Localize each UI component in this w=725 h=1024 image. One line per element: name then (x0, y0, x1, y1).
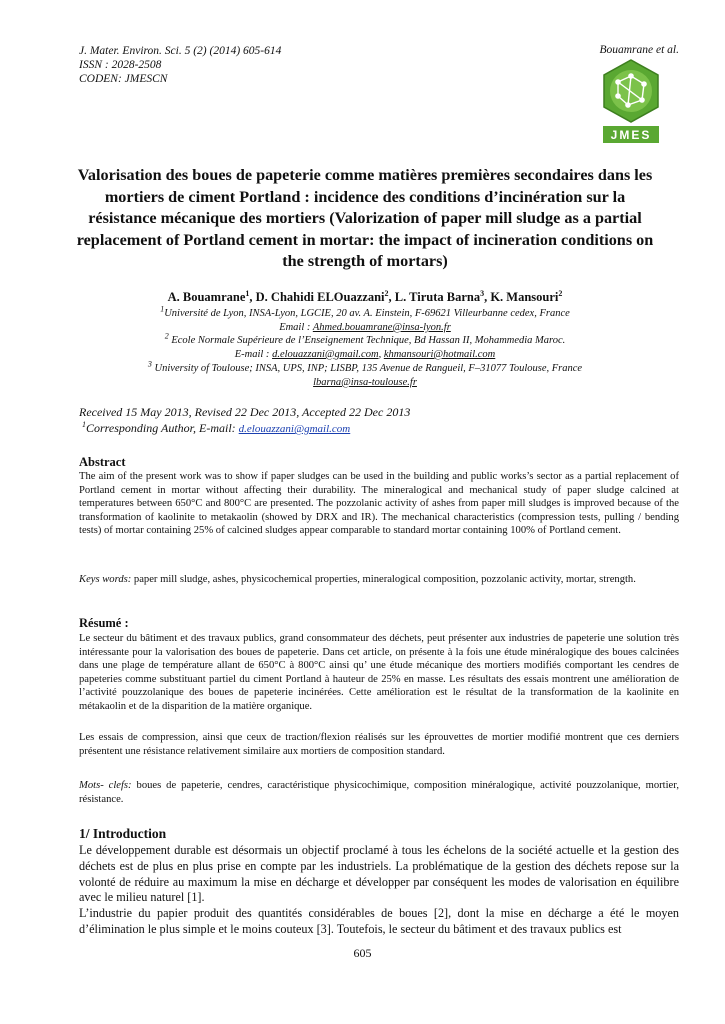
abstract-heading: Abstract (79, 455, 126, 469)
abstract-text: The aim of the present work was to show if paper sludges can be used in the building and public works’s sector as a partial replacement of Portland cement in mortar without affecting their durability. The mineralogical and mechanical study of paper sludge calcined at temperatures between 650°C and 800°C are presented. The pozzolanic activity of ashes from paper mill sludges is improved because of the transformation of kaolinite to metakaolin (showed by DRX and IR). The mechanical characteristics (compression tests, pulling / bending tests) of mortar containing 25% of calcined sludges appear comparable to standard mortar containing 100% of Portland cement. (79, 471, 679, 537)
running-authors: Bouamrane et al. (599, 44, 679, 56)
journal-logo (598, 58, 664, 146)
affiliation-2: $^2$ Ecole Normale Supérieure de l’Enseignement Technique, Bd Hassan II, Mohammedia Maroc. E-mail : d.elouazzani@gmail.com, khmansouri@hotmail.com (164, 331, 566, 360)
dates: Received 15 May 2013, Revised 22 Dec 2013, Accepted 22 Dec 2013 (79, 405, 411, 419)
email-link[interactable]: d.elouazzani@gmail.com (238, 423, 351, 435)
journal-coden: CODEN: JMESCN (79, 73, 168, 85)
corresponding-author: $^1$Corresponding Author, E-mail: d.elouazzani@gmail.com (82, 420, 351, 435)
journal-issn: ISSN : 2028-2508 (79, 59, 162, 71)
article-history (79, 404, 410, 437)
author: K. Mansouri$^2$ (490, 288, 563, 304)
introduction-paragraph-1: Le développement durable est désormais un objectif proclamé à tous les échelons de la société actuelle et la gestion des déchets est de plus en plus prise en compte par les industriels. La problématique de la gestion des déchets repose sur la volonté de réduire au maximum la mise en décharge et développer par conséquent les modes de valorisation en équilibre avec le milieu naturel [1]. (79, 843, 679, 905)
mots-clefs: Mots- clefs: boues de papeterie, cendres, caractéristique physicochimique, composition minéralogique, activité pouzzolanique, mortier, résistance. (79, 780, 679, 805)
email-link[interactable]: khmansouri@hotmail.com (383, 348, 496, 360)
logo-text: JMES (610, 128, 652, 142)
email-link[interactable]: d.elouazzani@gmail.com (272, 348, 379, 360)
paper-title: Valorisation des boues de papeterie comme matières premières secondaires dans les mortiers de ciment Portland : incidence des conditions d’incinération sur la résistance mécanique des mortiers (Valorization of paper mill sludge as a partial replacement of Portland cement in mortar: the impact of incineration conditions on the strength of mortars) (76, 166, 654, 270)
journal-header (79, 44, 281, 86)
jmes-logo-graphic (598, 58, 664, 146)
affiliation-3: $^3$ University of Toulouse; INSA, UPS, INP; LISBP, 135 Avenue de Rangueil, F–31077 Toulouse, France lbarna@insa-toulouse.fr (147, 359, 583, 388)
affiliation-1: $^1$Université de Lyon, INSA-Lyon, LGCIE, 20 av. A. Einstein, F-69621 Villeurbanne cedex, France Email : Ahmed.bouamrane@insa-lyon.fr (160, 304, 570, 333)
introduction-heading: 1/ Introduction (79, 826, 167, 841)
email-link[interactable]: Ahmed.bouamrane@insa-lyon.fr (312, 321, 451, 333)
author: D. Chahidi ELOuazzani$^2$, (255, 288, 395, 304)
introduction-paragraph-2: L’industrie du papier produit des quantités considérables de boues [2], dont la mise en décharge a été le moyen d’élimination le plus simple et le moins couteux [3]. Toutefois, le secteur du bâtiment et des travaux publics est (79, 906, 679, 936)
introduction-body (79, 843, 679, 938)
email-link[interactable]: lbarna@insa-toulouse.fr (313, 376, 417, 388)
author: A. Bouamrane$^1$, (167, 288, 256, 304)
journal-citation: J. Mater. Environ. Sci. 5 (2) (2014) 605-614 (79, 45, 282, 57)
keywords: Keys words: paper mill sludge, ashes, physicochemical properties, mineralogical composition, pozzolanic activity, mortar, strength. (79, 574, 636, 585)
page-number: 605 (353, 946, 372, 960)
resume-heading: Résumé : (79, 616, 129, 630)
resume-paragraph-1: Le secteur du bâtiment et des travaux publics, grand consommateur des déchets, peut présenter aux industries de papeterie une solution très intéressante pour la valorisation des boues de papeterie. Dans cet article, on présente à la fois une étude minéralogique des boues calcinées dans une plage de température allant de 650°C à 800°C ainsi qu’ une étude mécanique des mortiers modifiés comportant les cendres de papeteries comme substituant partiel du ciment Portland à hauteur de 25% en masse. Les résultats des essais montrent une amélioration de l’activité pouzzolanique des boues de papeterie incinérées. Cette amélioration est le résultat de la transformation de la kaolinite en métakaolin et de la disparition de la matière organique. (79, 633, 679, 712)
author: L. Tiruta Barna$^3$, (394, 288, 491, 304)
author-list (70, 290, 660, 305)
resume-paragraph-2: Les essais de compression, ainsi que ceux de traction/flexion réalisés sur les éprouvettes de mortier modifié montrent que ces derniers présentent une résistance relativement similaire aux mortiers de composition standard. (79, 732, 679, 757)
